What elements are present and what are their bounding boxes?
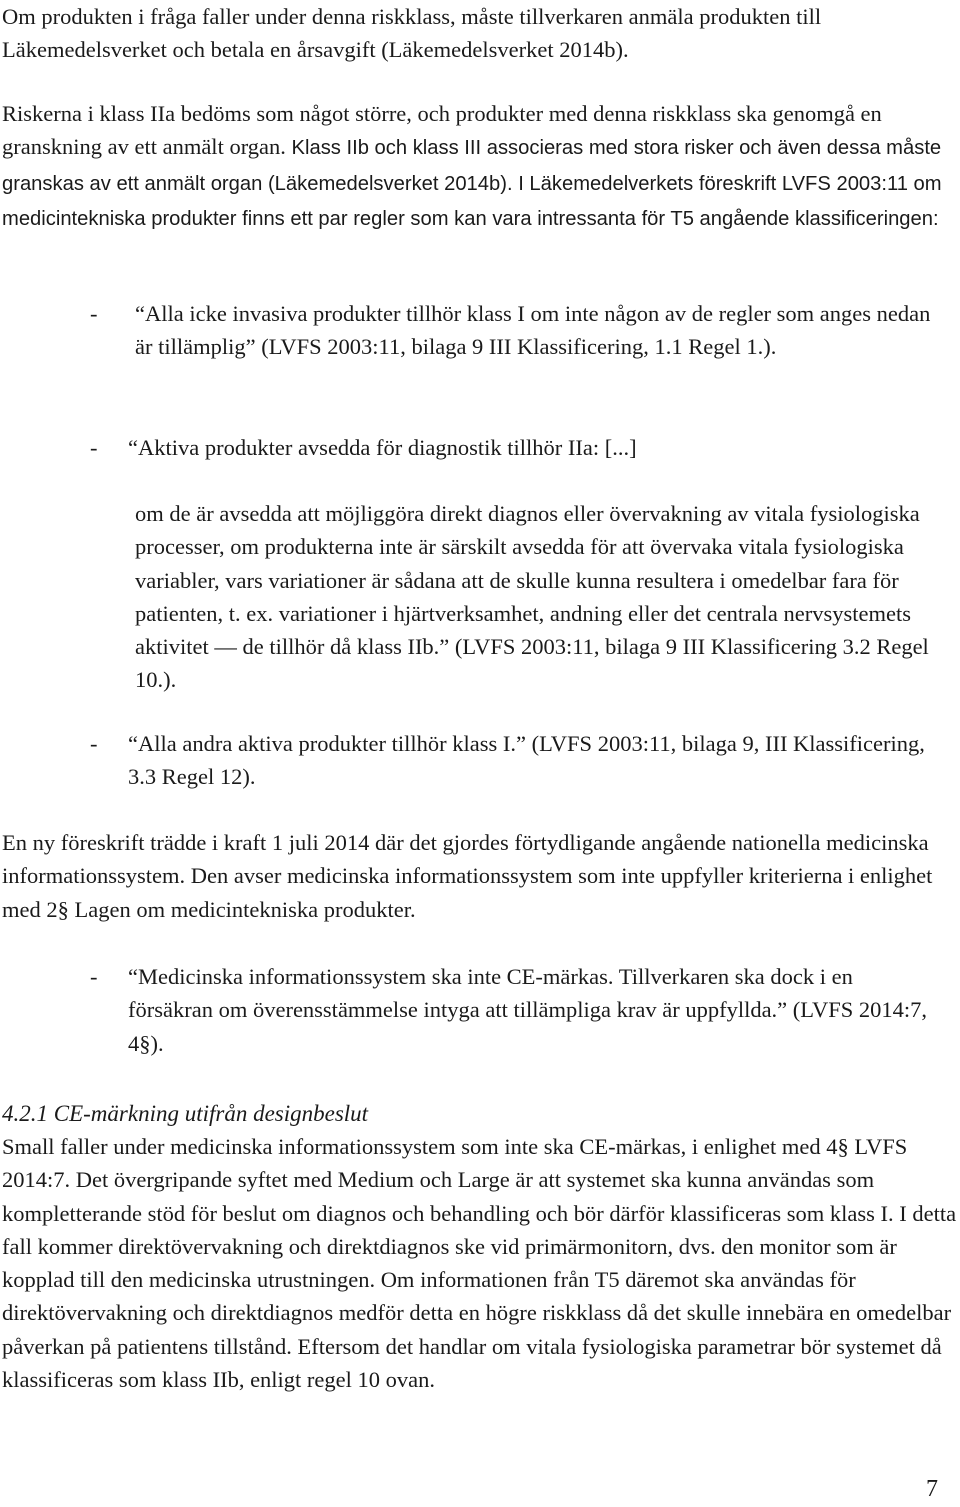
text-lvfs-rules: I Läkemedelverkets föreskrift LVFS 2003:11 om medicintekniska produkter finns ett par regler som kan vara intressanta för T5 angående klassificeringen: <box>2 172 942 230</box>
bullet-text: “Alla andra aktiva produkter tillhör klass I.” (LVFS 2003:11, bilaga 9, III Klassificering, 3.3 Regel 12). <box>128 731 925 790</box>
section-heading: 4.2.1 CE-märkning utifrån designbeslut <box>2 1101 369 1126</box>
text-class-iia: Riskerna i klass IIa bedöms som något större, och produkter med denna riskklass ska genomgå en granskning av ett anmält organ. <box>2 101 882 160</box>
section-body: Small faller under medicinska informationssystem som inte ska CE-märkas, i enlighet med 4§ LVFS 2014:7. Det övergripande syftet med Medium och Large är att systemet ska kunna användas som kompletterande stöd för beslut om diagnos och behandling och bör därför klassificeras som klass I. I detta fall kommer direktövervakning och direktdiagnos ske vid primärmonitorn, dvs. den monitor som är kopplad till den medicinska utrustningen. Om informationen från T5 däremot ska användas för direktövervakning och direktdiagnos medför detta en högre riskklass då det skulle innebära en omedelbar påverkan på patientens tillstånd. Eftersom det handlar om vitala fysiologiska parametrar bör systemet då klassificeras som klass IIb, enligt regel 10 ovan. <box>2 1134 957 1393</box>
page-number: 7 <box>926 1476 938 1502</box>
bullet-dash: - <box>90 731 98 756</box>
bullet-text: “Medicinska informationssystem ska inte CE-märkas. Tillverkaren ska dock i en försäkran om överensstämmelse intyga att tillämpliga krav är uppfyllda.” (LVFS 2014:7, 4§). <box>128 964 927 1056</box>
bullet-rule-10-continuation: om de är avsedda att möjliggöra direkt diagnos eller övervakning av vitala fysiologiska processer, om produkterna inte är särskilt avsedda för att övervaka vitala fysiologiska variabler, vars variationer är sådana att de skulle kunna resultera i omedelbar fara för patienten, t. ex. variationer i hjärtverksamhet, andning eller det centrala nervsystemets aktivitet — de tillhör då klass IIb.” (LVFS 2003:11, bilaga 9 III Klassificering 3.2 Regel 10.). <box>135 501 929 693</box>
paragraph-risk-class-i: Om produkten i fråga faller under denna riskklass, måste tillverkaren anmäla produkten till Läkemedelsverket och betala en årsavgift (Läkemedelsverket 2014b). <box>2 4 822 63</box>
bullet-dash: - <box>90 964 98 989</box>
text-class-iib-iii: Klass IIb och klass III associeras med stora risker och även dessa måste granskas av ett anmält organ (Läkemedelsverket 2014b). <box>2 137 942 195</box>
bullet-dash: - <box>90 435 98 460</box>
paragraph-new-regulation: En ny föreskrift trädde i kraft 1 juli 2014 där det gjordes förtydligande angående nationella medicinska informationssystem. Den avser medicinska informationssystem som inte uppfyller kriterierna i enlighet med 2§ Lagen om medicintekniska produkter. <box>2 830 933 922</box>
bullet-text: “Alla icke invasiva produkter tillhör klass I om inte någon av de regler som anges nedan är tillämplig” (LVFS 2003:11, bilaga 9 III Klassificering, 1.1 Regel 1.). <box>135 301 931 360</box>
bullet-dash: - <box>90 301 98 326</box>
bullet-text: “Aktiva produkter avsedda för diagnostik tillhör IIa: [...] <box>128 435 637 460</box>
paragraph-risk-classes <box>2 97 957 236</box>
